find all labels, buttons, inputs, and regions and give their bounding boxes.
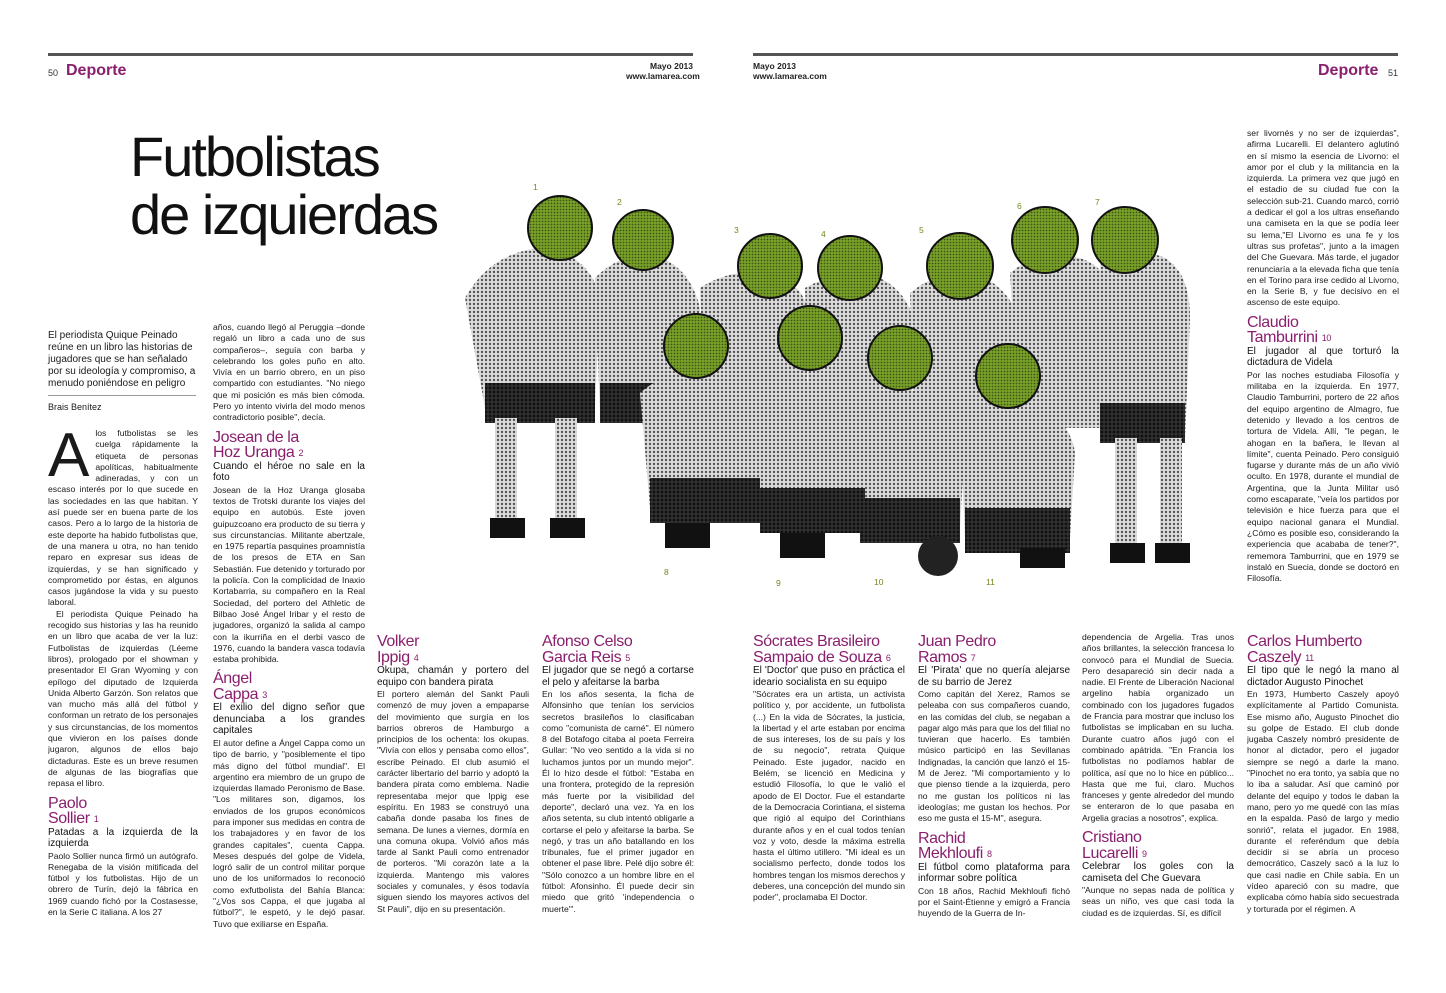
column-6 — [918, 630, 1070, 988]
portrait-2 — [613, 210, 673, 270]
tamburrini-number: 10 — [1321, 333, 1331, 344]
col2-continuation: años, cuando llegó al Peruggia –donde regaló un libro a cada uno de sus compañeros–, seguía con barba y celebrando los goles puño en alto. Vivía en un barrio obrero, en un piso compartido con estudiantes. "No niego que mi posición es más bien cómoda. Pero yo intento vivirla del modo menos contradictorio posible", decía. — [213, 322, 365, 423]
title-line-2: de izquierdas — [130, 183, 438, 246]
uranga-number: 2 — [298, 448, 304, 459]
left-page-number: 50 — [48, 68, 59, 78]
col7-continuation: dependencia de Argelia. Tras unos años brillantes, la selección francesa lo convocó para el Mundial de Suecia. Pero desapareció sin decir nada a nadie. El Frente de Liberación Nacional argelino había organizado un combinado con los jugadores fugados de Francia para mostrar que incluso los futbolistas se implicaban en su lucha. Durante cuatro años jugó con el combinado apátrida. "En Francia los futbolistas no podíamos hablar de política, así que no lo hice en público... Hasta que me fui, claro. Muchos franceses y gente alrededor del mundo se enteraron de lo que pasaba en Argelia gracias a nosotros", explica. — [1082, 632, 1234, 823]
cappa-number: 3 — [262, 689, 267, 700]
photo-number-3: 3 — [734, 225, 739, 235]
intro-paragraph-2: El periodista Quique Peinado ha recogido sus historias y las ha reunido en un libro que acaba de ver la luz: Futbolistas de izquierdas (Léeme libros), prologado por el showman y presentador El Gran Wyoming y con epílogo del diputado de Izquierda Unida Alberto Garzón. Son relatos que van mucho más allá del fútbol y conforman un retrato de los personajes y sus circunstancias, de los momentos que vivieron en los países donde jugaron, algunos de ellos bajo dictaduras. Este es un breve resumen de algunas de las biografías que repasa el libro. — [48, 608, 198, 789]
photo-number-4: 4 — [821, 229, 826, 239]
text-reis: En los años sesenta, la ficha de Alfonsinho que tenían los servicios secretos brasileños lo clasificaban como "comunista de carné". El número 8 del Botafogo citaba al poeta Ferreira Gullar: "No veo sentido a la vida si no luchamos juntos por un mundo mejor". Él lo hizo desde el fútbol: "Estaba en una frontera, protegido de la represión más fuerte por la visibilidad del deporte", declaró una vez. Ya en los años setenta, su club intentó obligarle a cortarse el pelo y afeitarse la barba. Se negó, y tras un año batallando en los tribunales, fue el primer jugador en obtener el pase libre. Pelé dijo sobre él: "Sólo conozco a un hombre libre en el fútbol: Afonsinho. Él puede decir sin miedo que gritó 'independencia o muerte'". — [542, 689, 694, 914]
lede-rule — [48, 395, 196, 396]
sub-mekhloufi: El fútbol como plataforma para informar sobre política — [918, 861, 1070, 885]
portrait-8 — [664, 314, 728, 378]
col8-continuation: ser livornés y no ser de izquierdas", afirma Lucarelli. El delantero aglutinó en sí mismo la esencia de Livorno: el amor por el club y la militancia en la izquierda. La primera vez que jugó en el estadio de su ciudad fue con la selección sub-21. Cuando marcó, corrió a dedicar el gol a los ultras enseñando una camiseta en la que se podía leer su lema,"El Livorno es una fe y los ultras sus profetas", junto a la imagen del Che Guevara. Más tarde, el jugador renunciaría a la elevada ficha que tenía en el Torino para irse cedido al Livorno, en la Serie B, y fue decisivo en el ascenso de este equipo. — [1247, 128, 1399, 308]
sub-ippig: Okupa, chamán y portero del equipo con bandera pirata — [377, 665, 529, 688]
ippig-name-2: Ippig — [377, 648, 410, 666]
ramos-name-2: Ramos — [918, 648, 967, 666]
heading-lucarelli — [1082, 830, 1234, 861]
heading-socrates — [753, 634, 905, 665]
portrait-10 — [868, 326, 932, 390]
photo-number-11: 11 — [986, 577, 995, 587]
photo-number-7: 7 — [1095, 197, 1100, 207]
portrait-3 — [738, 234, 802, 298]
text-sollier: Paolo Sollier nunca firmó un autógrafo. Renegaba de la visión mitificada del fútbol y los futbolistas. Hijo de un obrero de Turín, dejó la fábrica en 1969 cuando fichó por la Costasesse, en la Serie C italiana. A los 27 — [48, 850, 198, 917]
sollier-name-2: Sollier — [48, 810, 90, 827]
sollier-number: 1 — [93, 814, 99, 824]
sub-lucarelli: Celebrar los goles con la camiseta del Che Guevara — [1082, 861, 1234, 884]
uranga-name-2: Hoz Uranga — [213, 444, 295, 462]
column-1 — [48, 428, 198, 988]
photo-number-2: 2 — [617, 197, 622, 207]
article-title — [130, 125, 438, 246]
cappa-name-2: Cappa — [213, 685, 259, 703]
left-date-block — [626, 61, 700, 81]
sub-uranga: Cuando el héroe no sale en la foto — [213, 460, 365, 484]
left-top-rule — [48, 53, 693, 56]
text-cappa: El autor define a Ángel Cappa como un tipo de barrio, y "posiblemente el tipo más digno del fútbol mundial". El argentino era miembro de un grupo de izquierdas llamado Peronismo de Base. "Los militares son, digamos, los enviados de los grupos económicos para imponer sus medidas en contra de los trabajadores y en favor de los grandes capitales", cuenta Cappa. Meses después del golpe de Videla, logró salir de un control militar porque uno de los uniformados lo reconoció como exfutbolista del Bahía Blanca: "¿Vos sos Cappa, el que jugaba al fútbol?", le espetó, y le dejó pasar. Tuvo que exiliarse en España. — [213, 737, 365, 929]
photo-number-8: 8 — [664, 567, 669, 577]
ippig-name-1: Volker — [377, 633, 420, 650]
text-mekhloufi: Con 18 años, Rachid Mekhloufi fichó por el Saint-Étienne y emigró a Francia huyendo de la Guerra de In- — [918, 885, 1070, 919]
right-date: Mayo 2013 — [753, 61, 796, 71]
caszely-name-2: Caszely — [1247, 648, 1302, 666]
heading-ippig — [377, 634, 529, 665]
heading-mekhloufi — [918, 831, 1070, 862]
column-8-bottom — [1247, 630, 1399, 988]
lede: El periodista Quique Peinado reúne en un libro las historias de jugadores que se han señalado por su ideología y compromiso, a menudo poniéndose en peligro — [48, 330, 196, 389]
intro-paragraph-1 — [48, 428, 198, 609]
text-ippig: El portero alemán del Sankt Pauli comenzó de muy joven a empaparse del movimiento que surgía en los barrios obreros de Hamburgo a principios de los ochenta: los okupas. "Vivía con ellos y pensaba como ellos", escribe Peinado. El club asumió el carácter libertario del barrio y adoptó la bandera pirata como emblema. Nadie representaba mejor que Ippig ese espíritu. En 1983 se construyó una cabaña donde pasaba los fines de semana. De lunes a viernes, dormía en una comuna okupa. Volvió años más tarde al Sankt Pauli como entrenador de porteros. "Mi corazón late a la izquierda. Mantengo mis valores sociales y comunales, y ésos todavía siguen siendo los mayores activos del St Pauli", dijo en su presentación. — [377, 689, 529, 914]
text-caszely: En 1973, Humberto Caszely apoyó explícitamente al Partido Comunista. Ese mismo año, Augusto Pinochet dio su golpe de Estado. El club donde jugaba Caszely nombró presidente de honor al dictador, pero el jugador siempre se negó a darle la mano. "Pinochet no era tonto, ya sabía que no lo iba a saludar. Así que caminó por delante del equipo y todos le daban la mano, pero yo me quedé con las mías en la espalda. Pasó de largo y medio sonrió", relata el jugador. En 1988, durante el referéndum que debía decidir si se abría un proceso democrático, Caszely sacó a la luz lo que casi nadie en Chile sabía. En un vídeo apareció con su madre, que explicaba cómo había sido secuestrada y torturada por el régimen. A — [1247, 689, 1399, 914]
right-date-block — [753, 61, 827, 81]
socrates-name-1: Sócrates Brasileiro — [753, 633, 880, 650]
photo-number-9: 9 — [776, 578, 781, 588]
mekhloufi-name-1: Rachid — [918, 829, 966, 847]
ramos-number: 7 — [970, 652, 976, 663]
portrait-9 — [778, 306, 842, 370]
portrait-4 — [818, 236, 882, 300]
heading-cappa — [213, 671, 365, 702]
column-3 — [377, 630, 529, 988]
sub-reis: El jugador que se negó a cortarse el pelo y afeitarse la barba — [542, 665, 694, 688]
heading-uranga — [213, 430, 365, 461]
photo-number-6: 6 — [1017, 201, 1022, 211]
right-page-number: 51 — [1388, 68, 1399, 78]
mekhloufi-name-2: Mekhloufi — [918, 845, 983, 863]
reis-name-1: Afonso Celso — [542, 633, 633, 650]
cappa-name-1: Ángel — [213, 670, 252, 688]
text-socrates: "Sócrates era un artista, un activista político y, por accidente, un futbolista (...) En la vida de Sócrates, la justicia, la libertad y el arte estaban por encima de sus intereses, los de su país y los de su negocio", retrata Quique Peinado. Este jugador, nacido en Belém, se licenció en Medicina y estudió Filosofía, lo que le valió el apodo de El Doctor. Fue el estandarte de la Democracia Corintiana, el sistema que rigió al equipo del Corinthians durante años y en el cual todos tenían voz y voto, desde la máxima estrella hasta el último utillero. "Mi ideal es un socialismo perfecto, donde todos los hombres tengan los mismos derechos y deberes, una concepción del mundo sin poder", proclamaba El Doctor. — [753, 689, 905, 903]
heading-reis — [542, 634, 694, 665]
heading-caszely — [1247, 634, 1399, 665]
left-site: www.lamarea.com — [626, 71, 700, 81]
caszely-name-1: Carlos Humberto — [1247, 633, 1362, 650]
portrait-6a — [927, 233, 993, 299]
ball-icon — [918, 536, 958, 576]
text-uranga: Josean de la Hoz Uranga glosaba textos de Trotski durante los viajes del equipo en autobús. Este joven guipuzcoano era producto de su tierra y sus circunstancias. Militante abertzale, en 1975 repartía pasquines proamnistía de los presos de ETA en San Sebastián. Fue detenido y torturado por la policía. Con la complicidad de Inaxio Kortabarria, su compañero en la Real Sociedad, del portero del Athletic de Bilbao José Ángel Iribar y el resto de jugadores, organizó la salida al campo con la ikurriña en el derbi vasco de 1976, cuando la bandera vasca todavía estaba prohibida. — [213, 484, 365, 665]
drop-cap: A — [48, 428, 90, 490]
heading-sollier — [48, 796, 198, 827]
right-site: www.lamarea.com — [753, 71, 827, 81]
text-lucarelli: "Aunque no sepas nada de política y seas un niño, ves que casi toda la ciudad es de izquierdas. Sí, es difícil — [1082, 885, 1234, 918]
sub-caszely: El tipo que le negó la mano al dictador Augusto Pinochet — [1247, 665, 1399, 688]
column-4 — [542, 630, 694, 988]
sub-ramos: El 'Pirata' que no quería alejarse de su barrio de Jerez — [918, 665, 1070, 688]
reis-number: 5 — [625, 652, 630, 663]
heading-ramos — [918, 634, 1070, 665]
sub-sollier: Patadas a la izquierda de la izquierda — [48, 826, 198, 849]
sub-socrates: El 'Doctor' que puso en práctica el ideario socialista en su equipo — [753, 665, 905, 688]
photo-number-10: 10 — [874, 577, 884, 587]
portrait-11 — [976, 344, 1040, 408]
socrates-number: 6 — [885, 652, 891, 663]
ippig-number: 4 — [413, 652, 419, 663]
caszely-number: 11 — [1305, 652, 1314, 663]
sollier-name-1: Paolo — [48, 794, 87, 812]
portrait-6 — [1012, 207, 1078, 273]
reis-name-2: Garcia Reis — [542, 648, 622, 666]
byline: Brais Benítez — [48, 402, 102, 412]
column-2 — [213, 322, 365, 988]
socrates-name-2: Sampaio de Souza — [753, 648, 882, 666]
title-line-1: Futbolistas — [130, 125, 379, 188]
right-section-title: Deporte — [1318, 62, 1379, 79]
tamburrini-name-1: Claudio — [1247, 313, 1299, 331]
right-top-rule — [753, 53, 1398, 56]
column-8-top — [1247, 128, 1399, 628]
sub-tamburrini: El jugador al que torturó la dictadura de Videla — [1247, 345, 1399, 369]
lucarelli-name-2: Lucarelli — [1082, 844, 1138, 862]
left-section-title: Deporte — [66, 62, 127, 79]
left-date: Mayo 2013 — [650, 61, 693, 71]
uranga-name-1: Josean de la — [213, 428, 299, 446]
lucarelli-name-1: Cristiano — [1082, 829, 1142, 847]
mekhloufi-number: 8 — [986, 849, 992, 860]
column-5 — [753, 630, 905, 988]
portrait-1 — [528, 196, 592, 260]
sub-cappa: El exilio del digno señor que denunciaba a los grandes capitales — [213, 702, 365, 737]
text-tamburrini: Por las noches estudiaba Filosofía y militaba en la izquierda. En 1977, Claudio Tamburrini, portero de 22 años del equipo argentino de Almagro, fue detenido y llevado a los centros de tortura de Videla. Allí, "le pegan, le ahogan en la bañera, le llevan al límite", cuenta Peinado. Pero consiguió fugarse y durante más de un año vivió oculto. En 1978, durante el mundial de Argentina, que la Junta Militar usó como escaparate, "veía los partidos por televisión e hice fuerza para que el equipo nacional ganara el Mundial. ¿Cómo es posible eso, considerando la experiencia que acababa de tener?", rememora Tamburrini, que en 1979 se instaló en Suecia, donde se doctoró en Filosofía. — [1247, 369, 1399, 584]
intro-text-1: los futbolistas se les cuelga rápidamente la etiqueta de personas apolíticas, habitualmente adineradas, y con un escaso interés por lo que sucede en las sociedades en las que habitan. Y así puede ser en buena parte de los casos. Pero a lo largo de la historia de este deporte ha habido futbolistas que, de una manera u otra, no han tenido reparo en expresar sus ideas de izquierdas, y se han significado y comprometido por éstas, en algunos casos jugándose la vida y su puesto laboral. — [48, 428, 198, 608]
portrait-7 — [1092, 207, 1158, 273]
team-photo — [460, 178, 1195, 578]
heading-tamburrini — [1247, 315, 1399, 346]
tamburrini-name-2: Tamburrini — [1247, 329, 1318, 347]
text-ramos: Como capitán del Xerez, Ramos se peleaba con sus compañeros cuando, en las comidas del club, se negaban a pagar algo más para que los del filial no tuvieran que hacerlo. Es también músico participó en las Sevillanas Indignadas, la canción que lanzó el 15-M de Jerez. "Mi comportamiento y lo que pienso tiende a la izquierda, pero no me gustan los políticos ni las ideologías; me gustan los hechos. Por eso me gusta el 15-M", asegura. — [918, 689, 1070, 824]
photo-number-1: 1 — [533, 182, 538, 192]
ramos-name-1: Juan Pedro — [918, 633, 996, 650]
photo-number-5: 5 — [919, 225, 924, 235]
column-7 — [1082, 632, 1234, 988]
lucarelli-number: 9 — [1142, 848, 1147, 859]
